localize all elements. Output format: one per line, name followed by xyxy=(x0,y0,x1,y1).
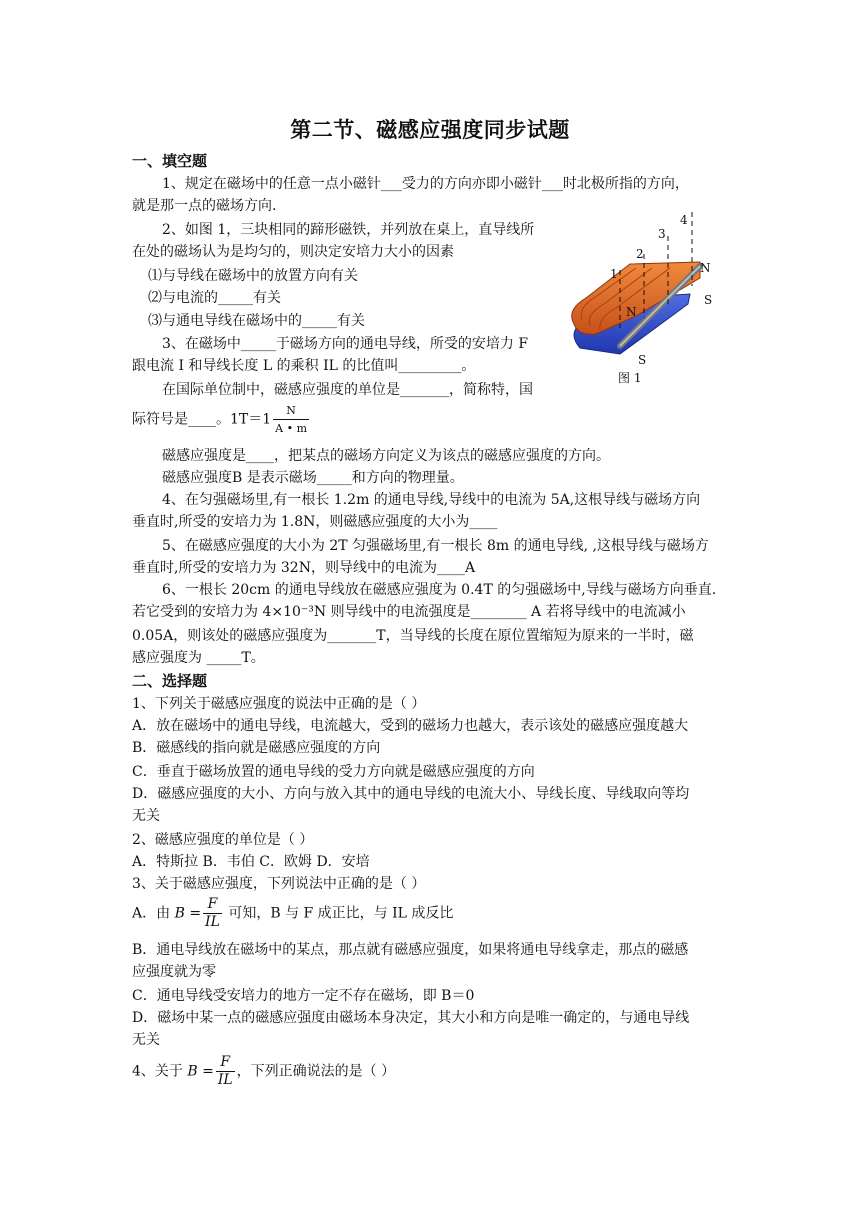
q6-line3: 0.05A，则该处的磁感应强度为_______T，当导线的长度在原位置缩短为原来的一半时，磁 xyxy=(132,628,694,644)
choice3-option-b-line2: 应强度就为零 xyxy=(132,964,216,980)
q3-line4 xyxy=(132,402,311,437)
choice1-option-b: B．磁感线的指向就是磁感应强度的方向 xyxy=(132,740,381,756)
q6-line4: 感应强度为 _____T。 xyxy=(132,650,265,666)
q2-option2: ⑵与电流的_____有关 xyxy=(148,290,281,306)
q6-line1: 6、一根长 20cm 的通电导线放在磁感应强度为 0.4T 的匀强磁场中,导线与磁场方向垂直. xyxy=(162,582,717,598)
label-3: 3 xyxy=(658,227,666,241)
choice3-a-suffix: 可知，B 与 F 成正比，与 IL 成反比 xyxy=(228,905,454,922)
label-n-top: N xyxy=(700,261,711,275)
q5-line2: 垂直时,所受的安培力为 32N，则导线中的电流为____A xyxy=(132,560,476,576)
page-title: 第二节、磁感应强度同步试题 xyxy=(290,117,570,142)
label-2: 2 xyxy=(636,247,644,261)
formula-fraction xyxy=(203,896,222,931)
choice1-option-d-line2: 无关 xyxy=(132,808,160,824)
q6-line2: 若它受到的安培力为 4×10⁻³N 则导线中的电流强度是________ A 若将导线中的电流减小 xyxy=(132,604,686,620)
q5-line1: 5、在磁感应强度的大小为 2T 匀强磁场里,有一根长 8m 的通电导线, ,这根导线与磁场方 xyxy=(162,538,709,554)
q3-line2: 跟电流 I 和导线长度 L 的乘积 IL 的比值叫_________。 xyxy=(132,358,476,374)
unit-numerator: N xyxy=(273,402,309,420)
q1-line1: 1、规定在磁场中的任意一点小磁针___受力的方向亦即小磁针___时北极所指的方向， xyxy=(162,176,689,192)
figure-1-magnets xyxy=(560,206,730,386)
q2-line1: 2、如图 1，三块相同的蹄形磁铁，并列放在桌上，直导线所 xyxy=(162,222,535,238)
figure-caption: 图 1 xyxy=(618,371,642,385)
choice4-stem xyxy=(132,1054,395,1089)
q3-line4-text: 际符号是____。1T＝1 xyxy=(132,411,272,428)
section-heading-fill-blank: 一、填空题 xyxy=(132,152,208,170)
formula-denominator: IL xyxy=(205,914,220,930)
q2-option3: ⑶与通电导线在磁场中的_____有关 xyxy=(148,313,365,329)
choice3-a-prefix: A．由 xyxy=(132,905,171,922)
q3-line5: 磁感应强度是____，把某点的磁场方向定义为该点的磁感应强度的方向。 xyxy=(162,448,610,464)
q2-option1: ⑴与导线在磁场中的放置方向有关 xyxy=(148,268,358,284)
label-4: 4 xyxy=(680,213,688,227)
choice1-option-c: C．垂直于磁场放置的通电导线的受力方向就是磁感应强度的方向 xyxy=(132,764,535,780)
choice2-stem: 2、磁感应强度的单位是（ ） xyxy=(132,832,314,848)
choice3-option-c: C．通电导线受安培力的地方一定不存在磁场，即 B＝0 xyxy=(132,988,475,1004)
unit-denominator: A • m xyxy=(275,422,308,435)
q4-line1: 4、在匀强磁场里,有一根长 1.2m 的通电导线,导线中的电流为 5A,这根导线与磁场方向 xyxy=(162,492,701,508)
q2-line2: 在处的磁场认为是均匀的，则决定安培力大小的因素 xyxy=(132,244,454,260)
section-heading-multiple-choice: 二、选择题 xyxy=(132,672,208,690)
formula-numerator-2: F xyxy=(216,1054,235,1072)
choice2-options: A．特斯拉 B．韦伯 C．欧姆 D．安培 xyxy=(132,854,370,870)
label-1: 1 xyxy=(610,267,618,281)
formula-lhs-2: B = xyxy=(187,1063,214,1080)
label-s-bottom: S xyxy=(638,353,647,367)
label-s-right: S xyxy=(704,293,713,307)
formula-numerator: F xyxy=(203,896,222,914)
choice3-option-d-line2: 无关 xyxy=(132,1032,160,1048)
formula-lhs: B = xyxy=(174,905,202,922)
q4-line2: 垂直时,所受的安培力为 1.8N，则磁感应强度的大小为____ xyxy=(132,514,498,530)
choice1-stem: 1、下列关于磁感应强度的说法中正确的是（ ） xyxy=(132,696,426,712)
q3-line1: 3、在磁场中_____于磁场方向的通电导线，所受的安培力 F xyxy=(162,336,529,352)
tesla-unit-fraction xyxy=(273,402,309,437)
choice3-option-b-line1: B．通电导线放在磁场中的某点，那点就有磁感应强度，如果将通电导线拿走，那点的磁感 xyxy=(132,942,689,958)
choice1-option-d-line1: D．磁感应强度的大小、方向与放入其中的通电导线的电流大小、导线长度、导线取向等均 xyxy=(132,786,690,802)
choice4-prefix: 4、关于 xyxy=(132,1063,183,1080)
formula-fraction-2 xyxy=(216,1054,235,1089)
label-n-mid: N xyxy=(626,305,637,319)
choice1-option-a: A．放在磁场中的通电导线，电流越大，受到的磁场力也越大，表示该处的磁感应强度越大 xyxy=(132,718,689,734)
choice3-option-d-line1: D．磁场中某一点的磁感应强度由磁场本身决定，其大小和方向是唯一确定的，与通电导线 xyxy=(132,1010,690,1026)
q1-line2: 就是那一点的磁场方向. xyxy=(132,198,277,214)
q3-line3: 在国际单位制中，磁感应强度的单位是_______，简称特，国 xyxy=(162,382,533,398)
choice3-option-a xyxy=(132,896,453,931)
q3-line6: 磁感应强度B 是表示磁场_____和方向的物理量。 xyxy=(162,470,464,486)
choice3-stem: 3、关于磁感应强度，下列说法中正确的是（ ） xyxy=(132,876,426,892)
magnets-illustration xyxy=(560,206,730,386)
formula-denominator-2: IL xyxy=(217,1072,233,1088)
choice4-suffix: ，下列正确说法的是（ ） xyxy=(236,1063,396,1080)
